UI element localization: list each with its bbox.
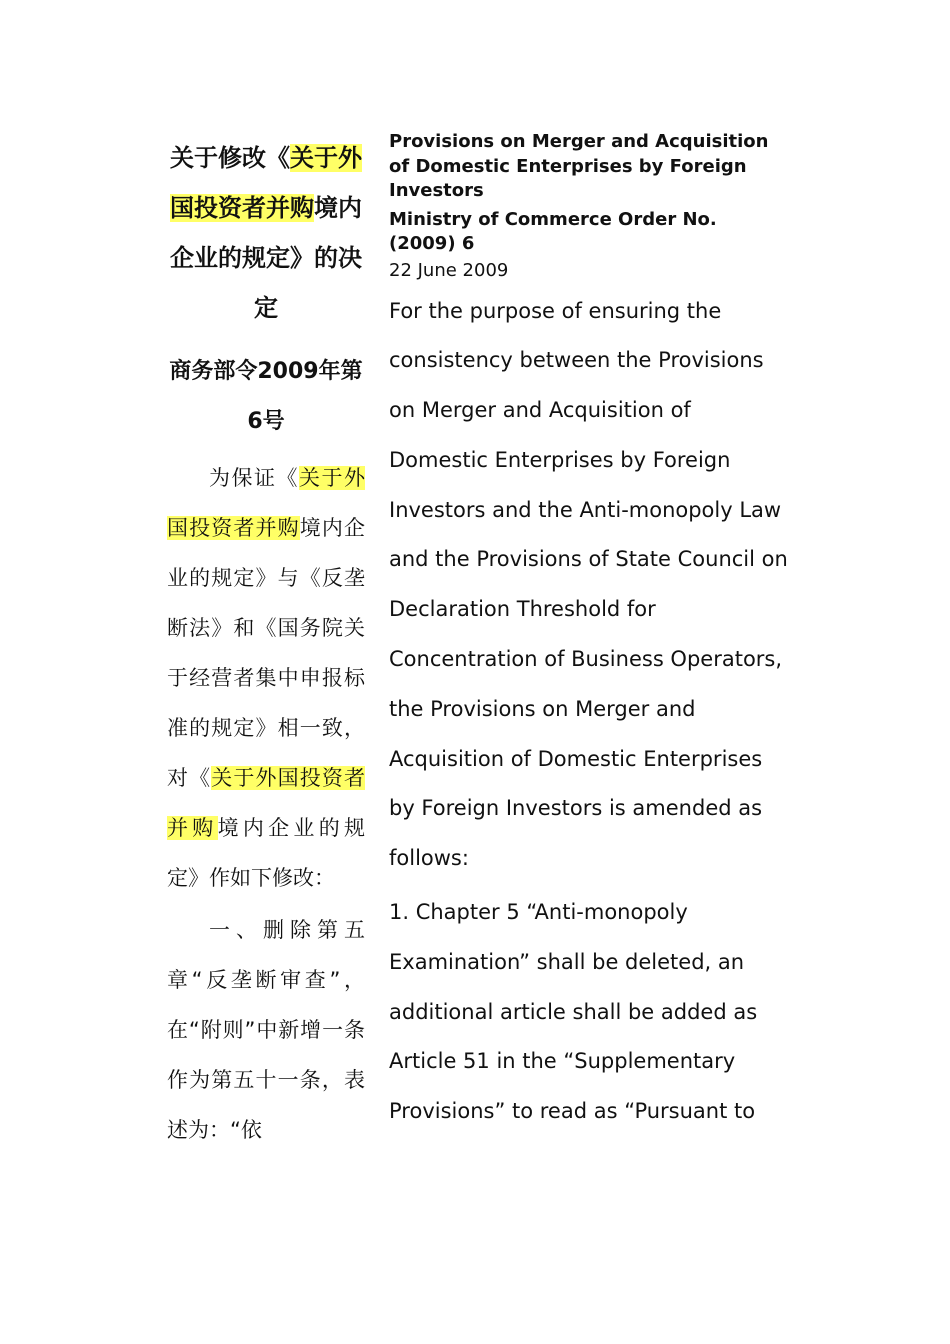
chinese-title-part-1: 关于修改《 — [170, 144, 290, 172]
english-date: 22 June 2009 — [389, 259, 509, 281]
english-paragraph-2: 1. Chapter 5 “Anti-monopoly Examination” shall be deleted, an additional article shall be added as Article 51 in the “Supplementary Provisions” to read as “Pursuant to — [389, 900, 758, 1124]
english-column — [389, 130, 789, 1137]
chinese-order-number: 商务部令2009年第6号 — [169, 359, 363, 434]
english-paragraph-1: For the purpose of ensuring the consistency between the Provisions on Merger and Acquisition of Domestic Enterprises by Foreign Investors and the Anti-monopoly Law and the Provisions of State Council on Declaration Threshold for Concentration of Business Operators, the Provisions on Merger and Acquisition of Domestic Enterprises by Foreign Investors is amended as follows: — [389, 298, 788, 871]
english-title: Provisions on Merger and Acquisition of Domestic Enterprises by Foreign Investors — [389, 131, 769, 201]
chinese-title — [167, 133, 365, 333]
chinese-paragraph-1 — [167, 453, 365, 903]
chinese-column — [167, 133, 365, 1155]
chinese-para1-highlight-2: 关于外国投资者并购 — [167, 766, 365, 840]
chinese-para1-highlight-1: 关于外国投资者并购 — [167, 466, 365, 540]
chinese-title-highlight: 关于外国投资者并购 — [170, 144, 362, 222]
chinese-para1-part-5: 境内企业的规定》作如下修改： — [167, 816, 366, 890]
chinese-title-part-3: 境内企业的规定》的决定 — [170, 194, 362, 322]
chinese-para1-part-1: 为保证《 — [209, 466, 299, 490]
chinese-paragraph-2: 一、删除第五章“反垄断审查”，在“附则”中新增一条作为第五十一条，表述为：“依 — [167, 918, 365, 1142]
english-order-number: Ministry of Commerce Order No. (2009) 6 — [389, 208, 717, 254]
chinese-para1-part-3: 境内企业的规定》与《反垄断法》和《国务院关于经营者集中申报标准的规定》相一致，对《 — [167, 516, 365, 790]
